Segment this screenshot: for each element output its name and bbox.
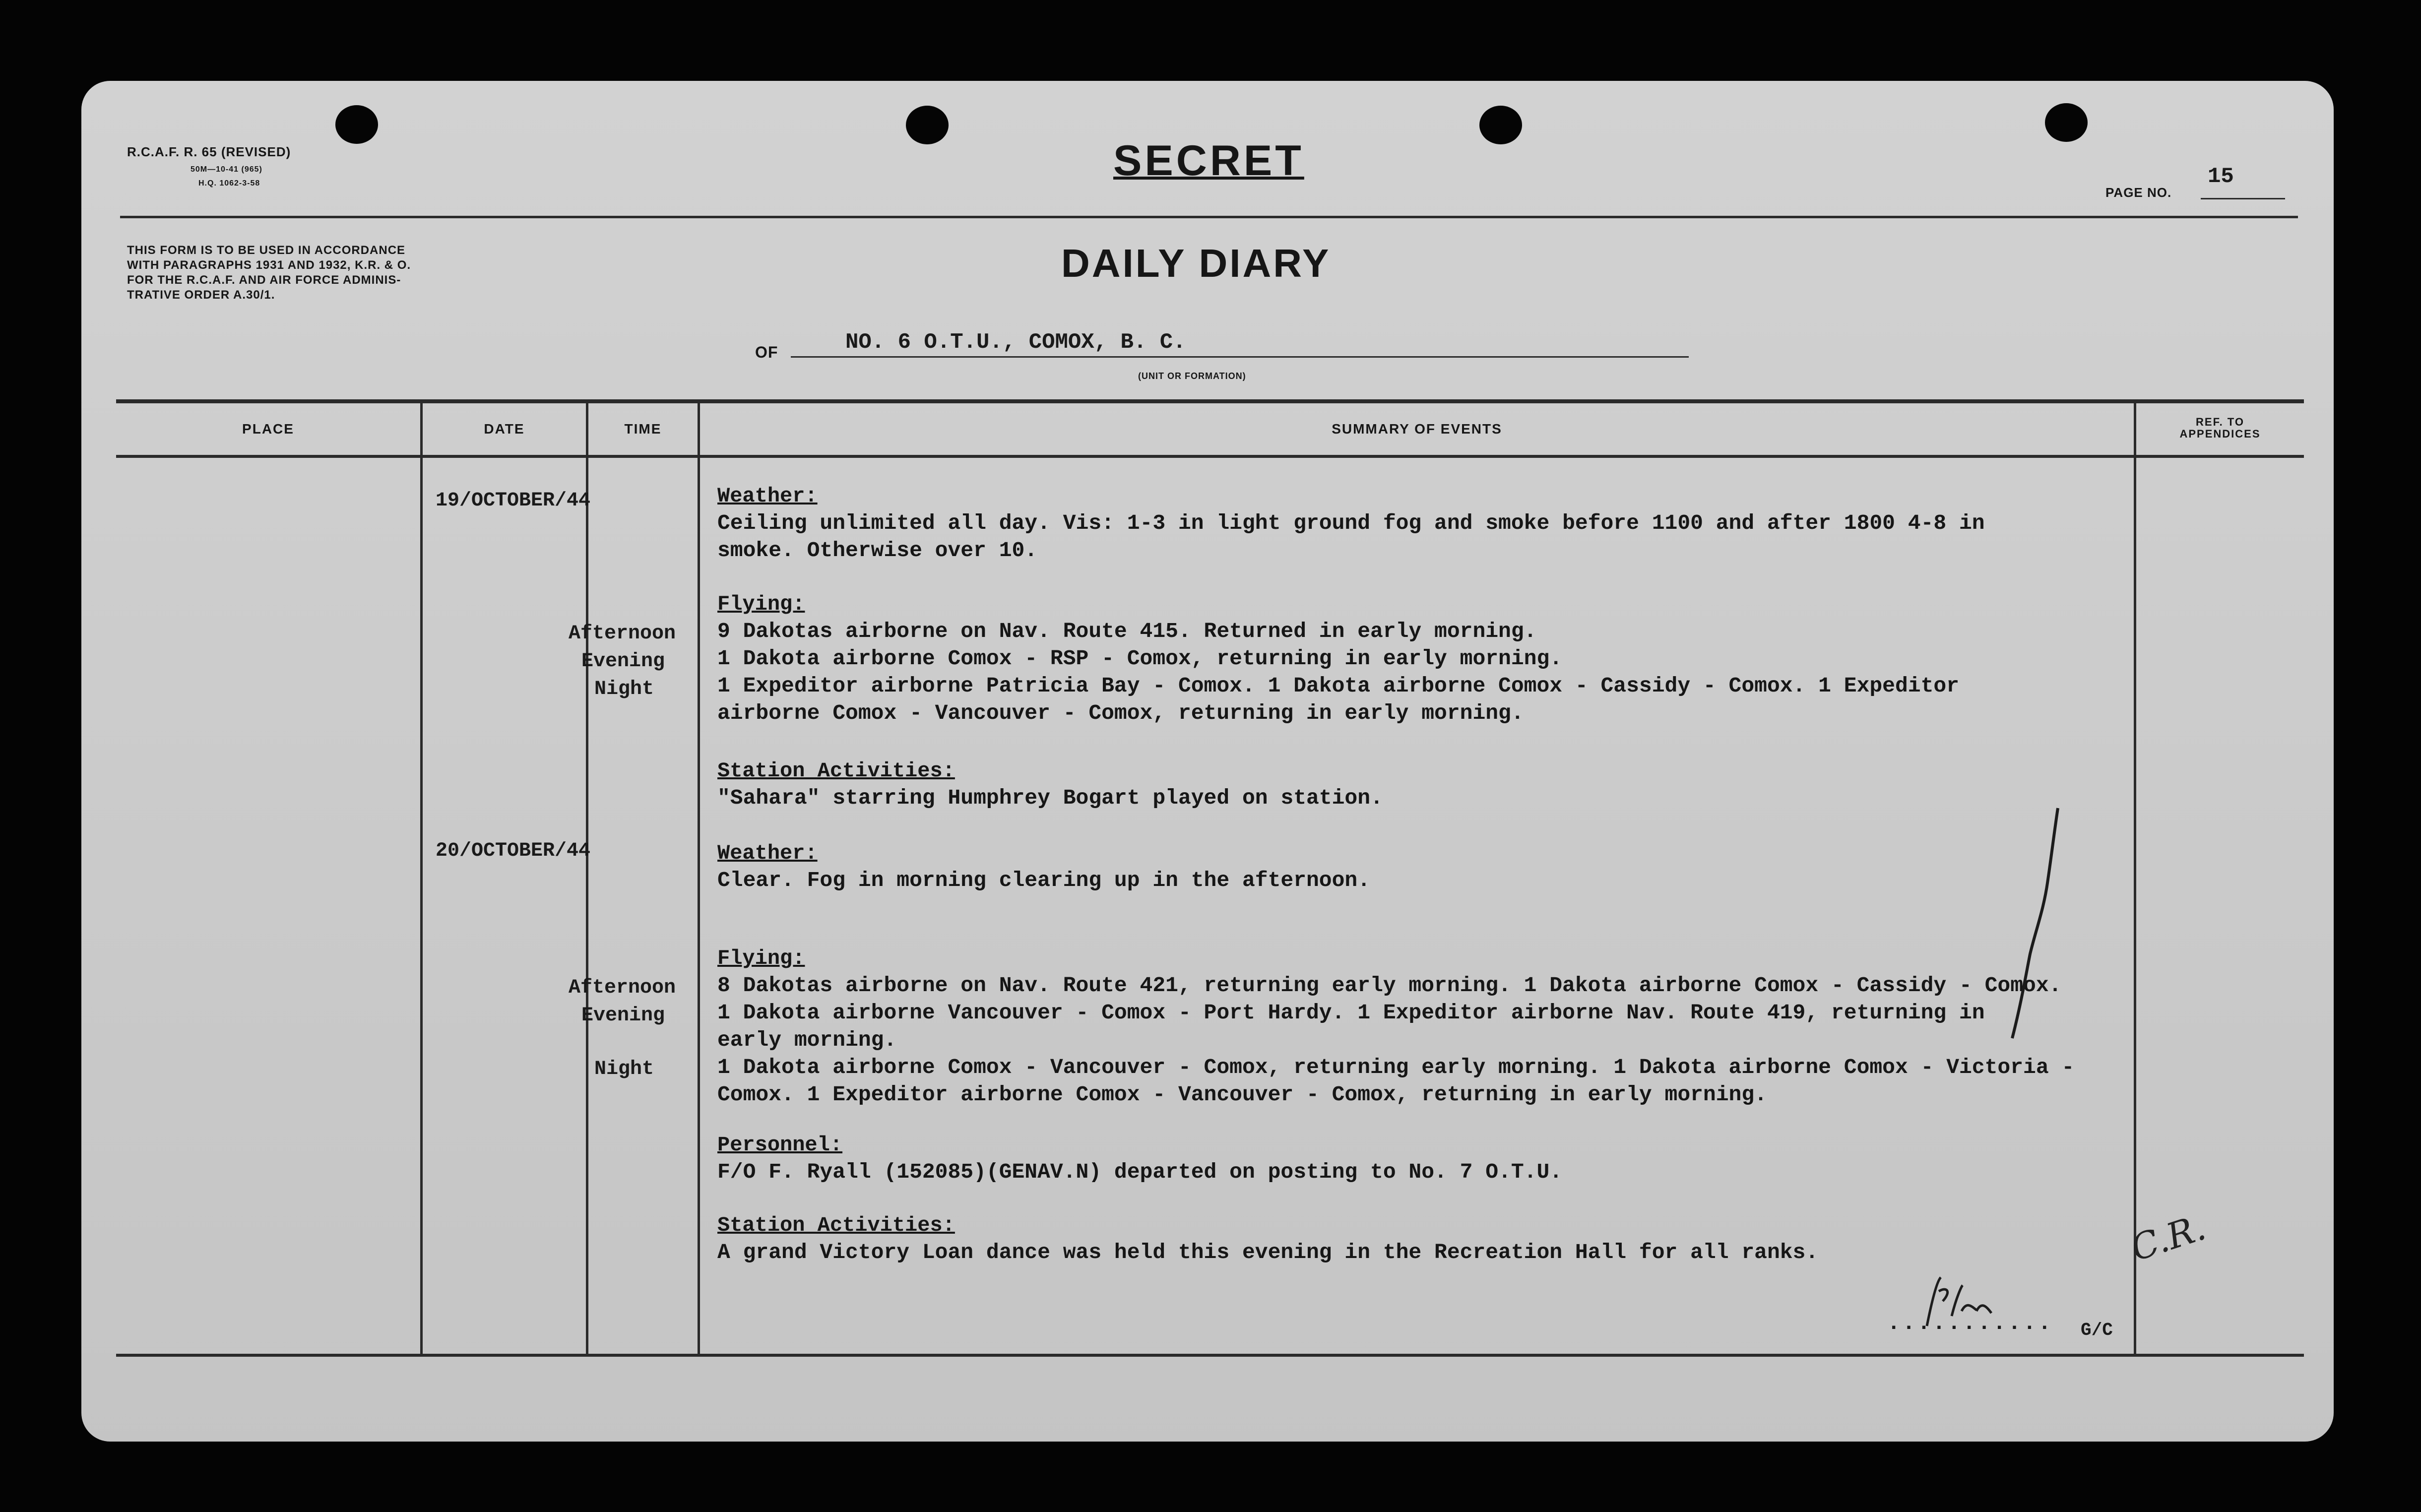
form-sub2: H.Q. 1062-3-58 <box>198 179 260 188</box>
section-heading: Weather: <box>717 484 818 508</box>
section-heading: Weather: <box>717 841 818 865</box>
text-line: "Sahara" starring Humphrey Bogart played on station. <box>717 786 1383 810</box>
date-entry: 19/OCTOBER/44 <box>436 490 591 512</box>
punch-hole <box>335 105 378 144</box>
text-line: 1 Dakota airborne Vancouver - Comox - Port Hardy. 1 Expeditor airborne Nav. Route 419, returning in <box>717 1001 1985 1025</box>
unit-name: NO. 6 O.T.U., COMOX, B. C. <box>845 330 1186 355</box>
column-header-ref <box>2136 416 2304 440</box>
section-heading: Personnel: <box>717 1133 843 1157</box>
column-header-place: PLACE <box>242 421 294 437</box>
time-entry: Afternoon <box>569 977 676 999</box>
unit-line <box>791 356 1689 358</box>
station-text <box>717 1239 1818 1266</box>
column-divider <box>2134 403 2136 1354</box>
punch-hole <box>906 106 949 144</box>
flying-text <box>717 618 1959 727</box>
instructions-block <box>127 243 411 303</box>
instruction-line: THIS FORM IS TO BE USED IN ACCORDANCE <box>127 244 406 257</box>
header-rule <box>120 216 2298 218</box>
classification-heading: SECRET <box>1113 137 1304 185</box>
text-line: 1 Expeditor airborne Patricia Bay - Comox. 1 Dakota airborne Comox - Cassidy - Comox. 1 Expeditor <box>717 674 1960 698</box>
page-label: PAGE NO. <box>2105 185 2172 200</box>
section-heading: Station Activities: <box>717 1213 955 1237</box>
section-heading: Flying: <box>717 946 805 970</box>
section-heading: Flying: <box>717 592 805 616</box>
text-line: 8 Dakotas airborne on Nav. Route 421, returning early morning. 1 Dakota airborne Comox - Cassidy - Comox. <box>717 973 2062 998</box>
time-entry: Evening <box>581 1005 665 1027</box>
section-heading: Station Activities: <box>717 759 955 783</box>
column-header-date: DATE <box>484 421 525 437</box>
form-number: R.C.A.F. R. 65 (REVISED) <box>127 144 291 159</box>
page-number: 15 <box>2208 164 2234 189</box>
margin-stroke <box>2006 805 2066 1043</box>
time-entry: Night <box>594 1058 654 1080</box>
ref-line: APPENDICES <box>2179 428 2261 440</box>
instruction-line: WITH PARAGRAPHS 1931 AND 1932, K.R. & O. <box>127 258 411 272</box>
table-top-rule <box>116 399 2304 403</box>
text-line: Clear. Fog in morning clearing up in the afternoon. <box>717 868 1371 892</box>
text-line: 1 Dakota airborne Comox - RSP - Comox, returning in early morning. <box>717 646 1563 671</box>
text-line: early morning. <box>717 1028 897 1052</box>
ref-line: REF. TO <box>2196 416 2244 428</box>
column-divider <box>420 403 423 1354</box>
column-divider <box>698 403 700 1354</box>
margin-initials: C.R. <box>2125 1206 2211 1269</box>
text-line: F/O F. Ryall (152085)(GENAV.N) departed on posting to No. 7 O.T.U. <box>717 1160 1563 1184</box>
column-divider <box>586 403 588 1354</box>
text-line: Comox. 1 Expeditor airborne Comox - Vancouver - Comox, returning in early morning. <box>717 1082 1767 1107</box>
diary-sheet <box>81 81 2334 1442</box>
table-head-rule <box>116 455 2304 458</box>
signature-rank: G/C <box>2081 1320 2113 1340</box>
unit-caption: (UNIT OR FORMATION) <box>1138 371 1246 381</box>
instruction-line: TRATIVE ORDER A.30/1. <box>127 288 275 302</box>
form-sub1: 50M—10-41 (965) <box>191 165 262 174</box>
form-title: DAILY DIARY <box>1061 241 1331 285</box>
station-text <box>717 784 1383 812</box>
instruction-line: FOR THE R.C.A.F. AND AIR FORCE ADMINIS- <box>127 273 401 287</box>
text-line: Ceiling unlimited all day. Vis: 1-3 in light ground fog and smoke before 1100 and after 1800 4-8 in <box>717 511 1985 535</box>
personnel-text <box>717 1158 1562 1186</box>
signature-dots: ........... <box>1887 1311 2053 1336</box>
date-entry: 20/OCTOBER/44 <box>436 840 591 862</box>
weather-text <box>717 867 1370 894</box>
column-header-summary: SUMMARY OF EVENTS <box>1332 421 1502 437</box>
text-line: 1 Dakota airborne Comox - Vancouver - Comox, returning early morning. 1 Dakota airborne Comox - Victoria - <box>717 1055 2075 1079</box>
time-entry: Afternoon <box>569 623 676 645</box>
punch-hole <box>2045 103 2088 142</box>
text-line: 9 Dakotas airborne on Nav. Route 415. Returned in early morning. <box>717 619 1537 643</box>
table-bottom-rule <box>116 1354 2304 1357</box>
column-header-time: TIME <box>624 421 662 437</box>
time-entry: Night <box>594 678 654 700</box>
page-number-line <box>2201 198 2285 199</box>
punch-hole <box>1479 106 1522 144</box>
text-line: smoke. Otherwise over 10. <box>717 538 1038 563</box>
text-line: airborne Comox - Vancouver - Comox, returning in early morning. <box>717 701 1524 725</box>
of-label: OF <box>755 343 778 361</box>
weather-text <box>717 509 1985 564</box>
time-entry: Evening <box>581 650 665 673</box>
flying-text <box>717 972 2074 1108</box>
text-line: A grand Victory Loan dance was held this evening in the Recreation Hall for all ranks. <box>717 1240 1819 1264</box>
